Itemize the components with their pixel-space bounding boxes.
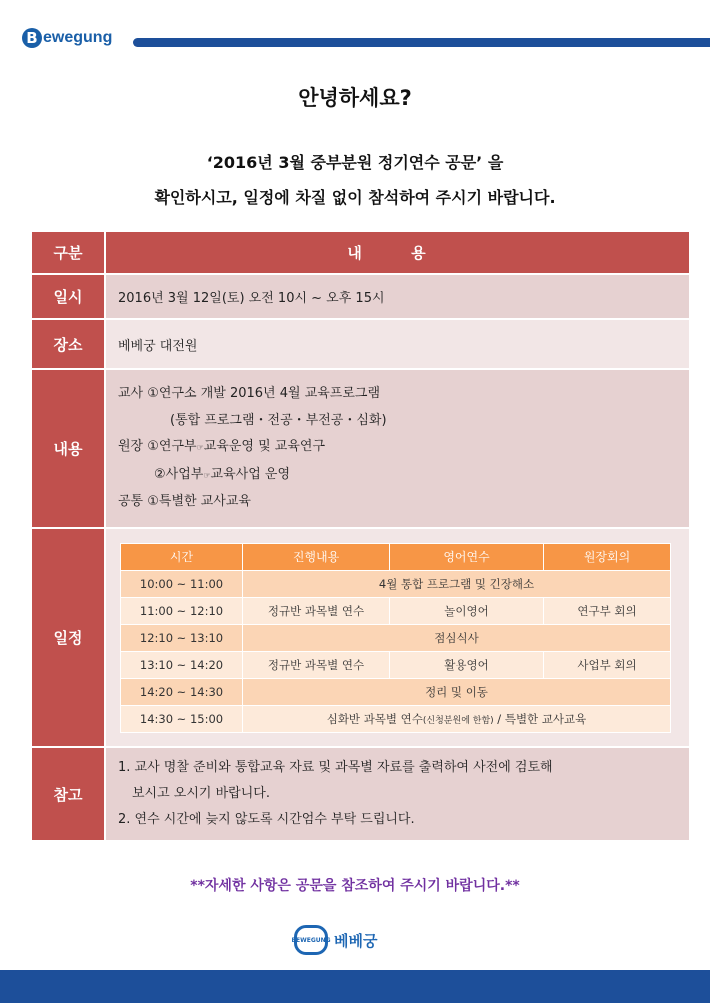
logo-ring-icon: BEWEGUNG [294,925,328,955]
table-header-row [32,232,689,274]
note-line-1: 1. 교사 명찰 준비와 통합교육 자료 및 과목별 자료를 출력하여 사전에 검토해 [118,760,553,775]
schedule-header-english: 영어연수 [390,543,544,570]
schedule-time: 12:10 ~ 13:10 [121,624,243,651]
schedule-label: 일정 [32,528,105,747]
schedule-time: 14:20 ~ 14:30 [121,678,243,705]
schedule-time: 10:00 ~ 11:00 [121,570,243,597]
schedule-header-time: 시간 [121,543,243,570]
table-row [121,651,671,678]
schedule-activity [243,705,671,732]
note-row [32,747,689,841]
schedule-activity: 점심식사 [243,624,671,651]
intro-line-2: 확인하시고, 일정에 차질 없이 참석하여 주시기 바랍니다. [154,188,556,207]
content-line-3-a: 원장 ①연구부 [118,439,197,455]
header-bar [133,38,710,47]
content-line-4-c: 교육사업 운영 [210,466,290,482]
schedule-header-meeting: 원장회의 [544,543,671,570]
arrow-icon: ☞ [196,443,204,453]
bewegung-logo [22,28,112,48]
table-row [121,705,671,732]
content-label: 내용 [32,369,105,528]
logo-mark: B [22,28,42,48]
content-line-4-a: ②사업부 [154,466,204,482]
content-line-4 [118,462,689,490]
header-content: 내 용 [105,232,689,274]
schedule-cell [105,528,689,747]
table-row [121,624,671,651]
schedule-time: 14:30 ~ 15:00 [121,705,243,732]
content-value [105,369,689,528]
note-value [105,747,689,841]
table-row [121,678,671,705]
info-table [32,232,689,842]
header-label: 구분 [32,232,105,274]
note-line-2: 보시고 오시기 바랍니다. [132,786,270,801]
content-line-3 [118,434,689,462]
greeting-title: 안녕하세요? [298,86,412,110]
footer-note: **자세한 사항은 공문을 참조하여 주시기 바랍니다.** [190,878,520,894]
footer-bar [0,970,710,1003]
date-label: 일시 [32,274,105,319]
schedule-row [32,528,689,747]
note-line-3: 2. 연수 시간에 늦지 않도록 시간엄수 부탁 드립니다. [118,812,415,827]
bottom-logo-text: 베베궁 [334,931,378,950]
logo-text: ewegung [43,29,113,46]
content-line-5: 공통 ①특별한 교사교육 [118,494,251,510]
schedule-time: 11:00 ~ 12:10 [121,597,243,624]
place-row [32,319,689,369]
schedule-meeting: 연구부 회의 [544,597,671,624]
schedule-header-row [121,543,671,570]
content-line-3-c: 교육운영 및 교육연구 [203,439,326,455]
schedule-activity: 정리 및 이동 [243,678,671,705]
table-row [121,597,671,624]
content-row [32,369,689,528]
schedule-time: 13:10 ~ 14:20 [121,651,243,678]
schedule-meeting: 사업부 회의 [544,651,671,678]
place-value: 베베궁 대전원 [105,319,689,369]
schedule-content: 정규반 과목별 연수 [243,651,390,678]
content-line-1: 교사 ①연구소 개발 2016년 4월 교육프로그램 [118,386,381,402]
schedule-activity-note: (신청분원에 한함) [422,715,494,726]
schedule-english: 놀이영어 [390,597,544,624]
schedule-activity-a: 심화반 과목별 연수 [326,711,423,726]
date-value: 2016년 3월 12일(토) 오전 10시 ~ 오후 15시 [105,274,689,319]
place-label: 장소 [32,319,105,369]
schedule-header-content: 진행내용 [243,543,390,570]
schedule-content: 정규반 과목별 연수 [243,597,390,624]
schedule-english: 활용영어 [390,651,544,678]
content-line-2: (통합 프로그램・전공・부전공・심화) [170,412,387,428]
bebegung-logo [291,925,378,955]
arrow-icon: ☞ [203,470,211,480]
intro-line-1: ‘2016년 3월 중부분원 정기연수 공문’ 을 [206,153,504,172]
schedule-activity-b: / 특별한 교사교육 [493,711,587,726]
date-row [32,274,689,319]
schedule-table [120,543,671,733]
note-label: 참고 [32,747,105,841]
schedule-activity: 4월 통합 프로그램 및 긴장해소 [243,570,671,597]
table-row [121,570,671,597]
